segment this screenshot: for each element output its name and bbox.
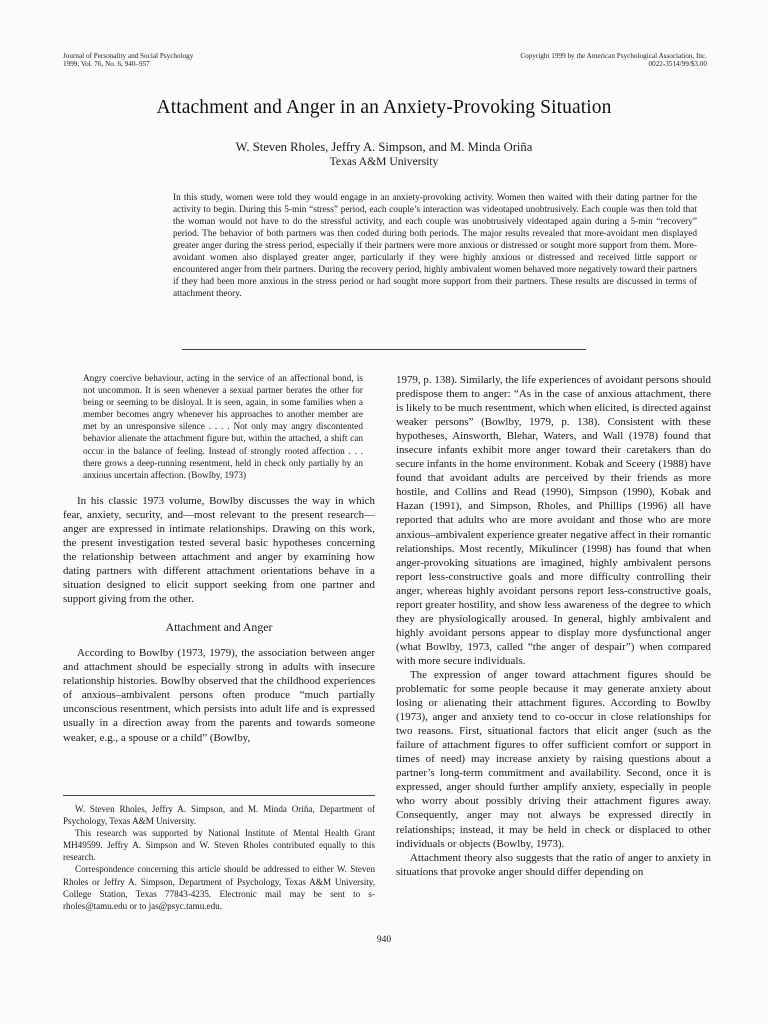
body-paragraph-2: The expression of anger toward attachment figures should be problematic for some people because it may generate anxiety about losing or alienating their attachment figures. According to Bowlby (1973), anger and anxiety tend to co-occur in close relationships for two reasons. First, situational factors that elicit anger (such as the failure of attachment figures to offer sufficient comfort or support in times of need) may increase anxiety by raising questions about a partner’s long-term commitment and availability. Second, once it is expressed, anger should further amplify anxiety, especially in people who worry about possibly driving their attachment figures away. Consequently, anger may not always be expressed directly in relationships; instead, it may be held in check or displaced to other individuals or objects (Bowlby, 1973).	[396, 668, 711, 850]
section-heading: Attachment and Anger	[165, 620, 273, 635]
author-list: W. Steven Rholes, Jeffry A. Simpson, and M. Minda Oriña	[235, 140, 533, 154]
abstract: In this study, women were told they would engage in an anxiety-provoking activity. Women then waited with their dating partner for the activity to begin. During this 5-min “stress” period, each couple’s interaction was videotaped unobtrusively. Each couple was then told that the woman would not have to do the stressful activity, and each couple was unobtrusively videotaped again during a 5-min “recovery” period. The behavior of both partners was then coded during both periods. The major results revealed that more-avoidant men displayed greater anger during the stress period, especially if their partners were more anxious or distressed or sought more support from them. More-avoidant women also displayed greater anger, particularly if they were highly anxious or distressed and received little support or encountered anger from their partners. During the recovery period, highly ambivalent women behaved more negatively toward their partners if they had been more anxious in the stress period or had sought more support from their partners. These results are discussed in terms of attachment theory.	[173, 193, 697, 300]
author-footnotes	[63, 803, 375, 912]
issn-line: 0022-3514/99/$3.00	[648, 60, 707, 69]
body-paragraph-1: 1979, p. 138). Similarly, the life experiences of avoidant persons should predispose them to anger: “As in the case of anxious attachment, there is likely to be much resentment, which when elicited, is directed against weaker persons” (Bowlby, 1979, p. 138). Consistent with these hypotheses, Ainsworth, Blehar, Waters, and Wall (1978) found that insecure infants exhibit more anger toward their caretakers than do secure infants in the home environment. Kobak and Sceery (1988) have found that avoidant adults are perceived by their friends as more hostile, and Collins and Read (1990), Simpson (1990), Kobak and Hazan (1991), and Simpson, Rholes, and Phillips (1996) all have reported that adults who are more avoidant and those who are more anxious–ambivalent experience greater negative affect in their romantic relationships. Most recently, Mikulincer (1998) has found that when anger-provoking situations are imagined, highly ambivalent persons report less-constructive goals and more difficulty controlling their anger, whereas highly avoidant persons report less-constructive goals, report greater hostility, and show less awareness of the degree to which they are physiologically aroused. In general, highly ambivalent and highly avoidant persons appear to display more dysfunctional anger (what Bowlby, 1973, called “the anger of despair”) when compared with more secure individuals.	[396, 374, 711, 667]
journal-volume: 1999, Vol. 76, No. 6, 940–957	[63, 60, 150, 69]
intro-paragraph: In his classic 1973 volume, Bowlby discusses the way in which fear, anxiety, security, and—most relevant to the present research—anger are expressed in intimate relationships. Drawing on this work, the present investigation tested several basic hypotheses concerning the relationship between attachment and anger by examining how dating partners with different attachment orientations behave in a situation designed to elicit support seeking from one partner and support giving from the other.	[63, 494, 375, 606]
copyright-line: Copyright 1999 by the American Psychological Association, Inc.	[520, 52, 707, 60]
section-paragraph: According to Bowlby (1973, 1979), the association between anger and attachment should be especially strong in adults with insecure relationship histories. Bowlby observed that the childhood experiences of anxious–ambivalent persons often produce “much partially unconscious resentment, which persists into adult life and is expressed usually in a direction away from the parents and towards someone weaker, e.g., a spouse or a child” (Bowlby,	[63, 647, 375, 744]
article-title: Attachment and Anger in an Anxiety-Provoking Situation	[156, 97, 612, 118]
body-paragraph-3: Attachment theory also suggests that the ratio of anger to anxiety in situations that provoke anger should differ depending on	[396, 851, 711, 878]
journal-citation	[63, 52, 193, 69]
footnote-affiliation: W. Steven Rholes, Jeffry A. Simpson, and M. Minda Oriña, Department of Psychology, Texas A&M University.	[63, 804, 375, 827]
footnote-correspondence: Correspondence concerning this article should be addressed to either W. Steven Rholes or Jeffry A. Simpson, Department of Psychology, Texas A&M University, College Station, Texas 77843-4235. Electronic mail may be sent to s-rholes@tamu.edu or to jas@psyc.tamu.edu.	[63, 864, 375, 911]
footnote-divider	[63, 795, 375, 796]
author-affiliation: Texas A&M University	[329, 155, 439, 168]
footnote-funding: This research was supported by National Institute of Mental Health Grant MH49599. Jeffry A. Simpson and W. Steven Rholes contributed equally to this research.	[63, 828, 375, 863]
page-number: 940	[376, 935, 392, 945]
abstract-divider	[182, 349, 586, 350]
epigraph-quote: Angry coercive behaviour, acting in the service of an affectional bond, is not uncommon. It is seen whenever a sexual partner berates the other for being or seeming to be disloyal. It is seen, again, in some families when a member becomes angry whenever his approaches to another member are met by an unresponsive silence . . . . Not only may angry discontented behavior alienate the attachment figure but, within the attached, a shift can occur in the balance of feeling. Instead of strongly rooted affection . . . there grows a deep-running resentment, held in check only partially by an anxious uncertain affection. (Bowlby, 1973)	[83, 374, 363, 481]
left-column	[63, 373, 375, 745]
right-column	[396, 373, 711, 879]
journal-name: Journal of Personality and Social Psychology	[63, 52, 194, 60]
copyright-notice	[520, 52, 707, 69]
